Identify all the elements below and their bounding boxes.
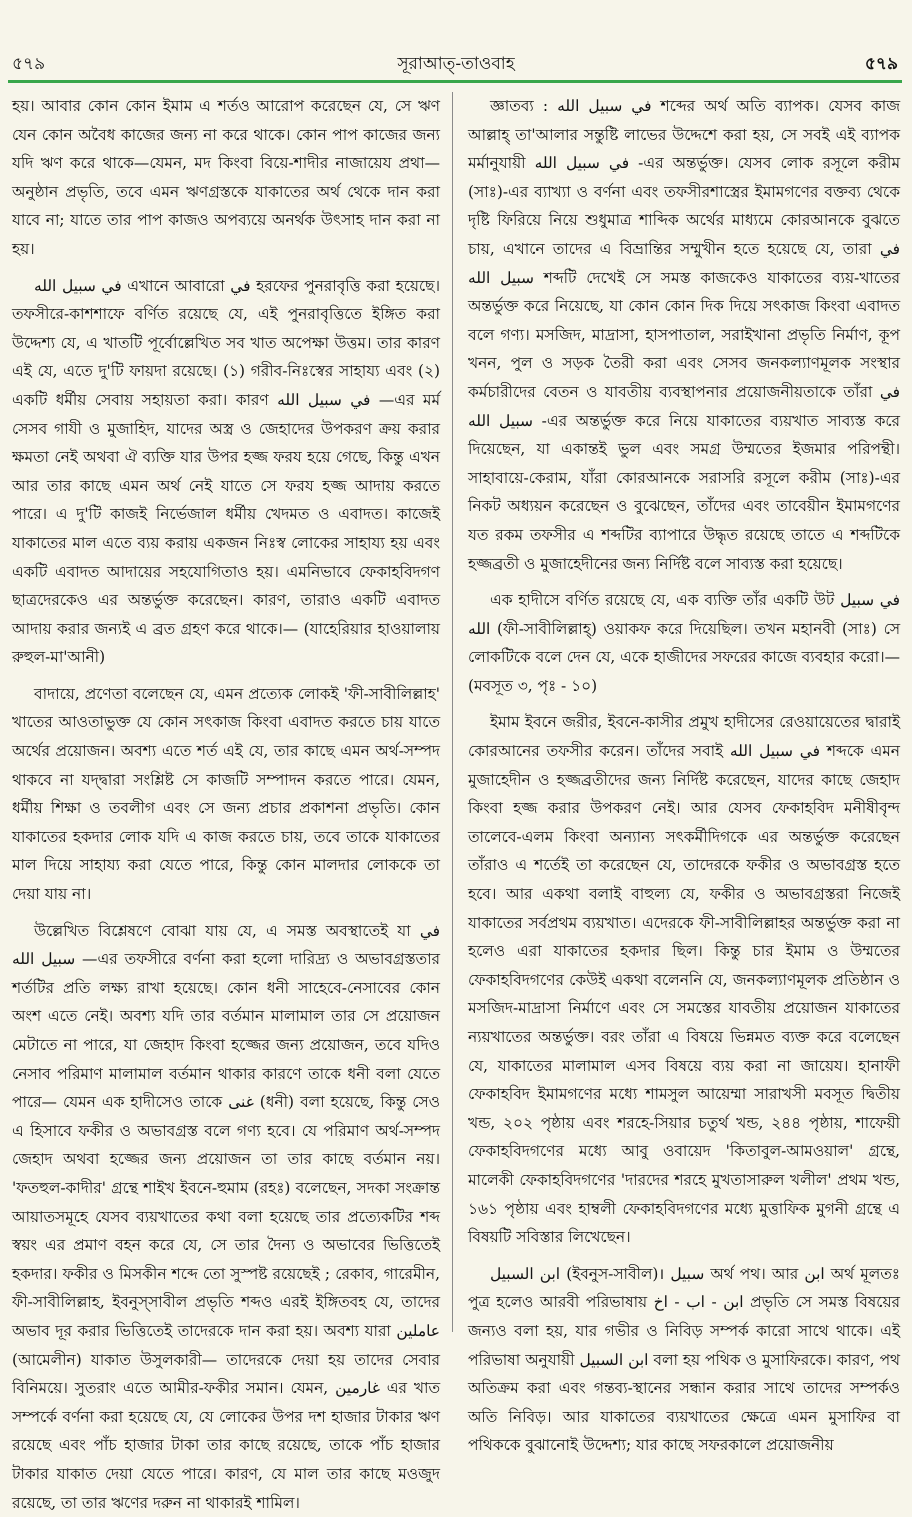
paragraph: বাদায়ে, প্রণেতা বলেছেন যে, এমন প্রত্যেক লোকই 'ফী-সাবীলিল্লাহ' খাতের আওতাভুক্ত যে কোন সৎকাজ কিংবা এবাদত করতে চায় যাতে অর্থের প্রয়োজন। অবশ্য এতে শর্ত এই যে, তার কাছে এমন অর্থ-সম্পদ থাকবে না যদ্দ্বারা সংশ্লিষ্ট সে কাজটি সম্পাদন করতে পারে। যেমন, ধর্মীয় শিক্ষা ও তবলীগ এবং সে জন্য প্রচার প্রকাশনা প্রভৃতি। কোন যাকাতের হকদার লোক যদি এ কাজ করতে চায়, তবে তাকে যাকাতের মাল দিয়ে সাহায্য করা যেতে পারে, কিন্তু কোন মালদার লোককে তা দেয়া যায় না। xyxy=(12,684,440,904)
paragraph: উল্লেখিত বিশ্লেষণে বোঝা যায় যে, এ সমস্ত অবস্থাতেই যা في سبيل الله —এর তফসীরে বর্ণনা করা হলো দারিদ্র্য ও অভাবগ্রস্ততার শর্তটির প্রতি লক্ষ্য রাখা হয়েছে। কোন ধনী সাহেবে-নেসাবের কোন অংশ এতে নেই। অবশ্য যদি তার বর্তমান মালামাল তার সে প্রয়োজন মেটাতে না পারে, যা জেহাদ কিংবা হজ্জের জন্য প্রয়োজন, তবে যদিও নেসাব পরিমাণ মালামাল বর্তমান থাকার কারণে তাকে ধনী বলা যেতে পারে— যেমন এক হাদীসেও তাকে غنى (ধনী) বলা হয়েছে, কিন্তু সেও এ হিসাবে ফকীর ও অভাবগ্রস্ত বলে গণ্য হবে। যে পরিমাণ অর্থ-সম্পদ জেহাদ অথবা হজ্জের জন্য প্রয়োজন তা তার কাছে বর্তমান নয়। 'ফতহুল-কাদীর' গ্রন্থে শাইখ ইবনে-হুমাম (রহঃ) বলেছেন, সদকা সংক্রান্ত আয়াতসমূহে যেসব ব্যয়খাতের কথা বলা হয়েছে তার প্রত্যেকটির শব্দ স্বয়ং এর প্রমাণ বহন করে যে, সে তার দৈন্য ও অভাবের ভিত্তিতেই হকদার। ফকীর ও মিসকীন শব্দে তো সুস্পষ্ট রয়েছেই ; রেকাব, গারেমীন, ফী-সাবীলিল্লাহ, ইবনুস্সাবীল প্রভৃতি শব্দও এরই ইঙ্গিতবহ যে, তাদের অভাব দূর করার ভিত্তিতেই তাদেরকে দান করা হয়। অবশ্য যারা عاملين (আমেলীন) যাকাত উসুলকারী— তাদেরকে দেয়া হয় তাদের সেবার বিনিময়ে। সুতরাং এতে আমীর-ফকীর সমান। যেমন, غارمين এর খাত সম্পর্কে বর্ণনা করা হয়েছে যে, যে লোকের উপর দশ হাজার টাকার ঋণ রয়েছে এবং পাঁচ হাজার টাকা তার কাছে রয়েছে, তাকে পাঁচ হাজার টাকার যাকাত দেয়া যেতে পারে। কারণ, যে মাল তার কাছে মওজুদ রয়েছে, তা তার ঋণের দরুন না থাকারই শামিল। xyxy=(12,921,440,1512)
paragraph: হয়। আবার কোন কোন ইমাম এ শর্তও আরোপ করেছেন যে, সে ঋণ যেন কোন অবৈধ কাজের জন্য না করে থাকে। কোন পাপ কাজের জন্য যদি ঋণ করে থাকে—যেমন, মদ কিংবা বিয়ে-শাদীর নাজায়েয প্রথা—অনুষ্ঠান প্রভৃতি, তবে এমন ঋণগ্রস্তকে যাকাতের অর্থ থেকে দান করা যাবে না; যাতে তার পাপ কাজও অপব্যয়ে অনর্থক উৎসাহ দান করা না হয়। xyxy=(12,97,440,258)
page-number-left: ৫৭৯ xyxy=(12,54,46,74)
paragraph: ابن السبيل (ইবনুস-সাবীল)। سبيل অর্থ পথ। আর ابن অর্থ মূলতঃ পুত্র হলেও আরবী পরিভাষায় ابن - اب - اخ প্রভৃতি সে সমস্ত বিষয়ের জন্যও বলা হয়, যার গভীর ও নিবিড় সম্পর্ক কারো সাথে থাকে। এই পরিভাষা অনুযায়ী ابن السبيل বলা হয় পথিক ও মুসাফিরকে। কারণ, পথ অতিক্রম করা এবং গন্তব্য-স্থানের সন্ধান করার সাথে তাদের সম্পর্কও অতি নিবিড়। আর যাকাতের ব্যয়খাতের ক্ষেত্রে এমন মুসাফির বা পথিককে বুঝানোই উদ্দেশ্য; যার কাছে সফরকালে প্রয়োজনীয় xyxy=(468,1264,901,1455)
page-number-right: ৫৭৯ xyxy=(864,54,898,74)
left-column xyxy=(12,92,441,1512)
paragraph: في سبيل الله এখানে আবারো في হরফের পুনরাবৃত্তি করা হয়েছে। তফসীরে-কাশশাফে বর্ণিত রয়েছে যে, এই পুনরাবৃত্তিতে ইঙ্গিত করা উদ্দেশ্য যে, এ খাতটি পূর্বোল্লেখিত সব খাত অপেক্ষা উত্তম। তার কারণ এই যে, এতে দু'টি ফায়দা রয়েছে। (১) গরীব-নিঃস্বের সাহায্য এবং (২) একটি ধর্মীয় সেবায় সহায়তা করা। কারণ في سبيل الله —এর মর্ম সেসব গাযী ও মুজাহিদ, যাদের অস্ত্র ও জেহাদের উপকরণ ক্রয় করার ক্ষমতা নেই অথবা ঐ ব্যক্তি যার উপর হজ্জ ফরয হয়ে গেছে, কিন্তু এখন আর তার কাছে এমন অর্থ নেই যাতে সে ফরয হজ্জ আদায় করতে পারে। এ দু'টি কাজই নির্ভেজাল ধর্মীয় খেদমত ও এবাদত। কাজেই যাকাতের মাল এতে ব্যয় করায় একজন নিঃস্ব লোকের সাহায্য হয় এবং একটি এবাদত আদায়ের সহযোগিতাও হয়। এমনিভাবে ফেকাহবিদগণ ছাত্রদেরকেও এর অন্তর্ভুক্ত করেছেন। কারণ, তারাও একটি এবাদত আদায় করার জন্যই এ ব্রত গ্রহণ করে থাকে।— (যাহেরিয়ার হাওয়ালায় রুহুল-মা'আনী) xyxy=(12,276,441,667)
header-rule xyxy=(8,80,902,83)
paragraph: ইমাম ইবনে জরীর, ইবনে-কাসীর প্রমুখ হাদীসের রেওয়ায়েতের দ্বারাই কোরআনের তফসীর করেন। তাঁদের সবাই في سبيل الله শব্দকে এমন মুজাহেদীন ও হজ্জব্রতীদের জন্য নির্দিষ্ট করেছেন, যাদের কাছে জেহাদ কিংবা হজ্জ করার উপকরণ নেই। আর যেসব ফেকাহবিদ মনীষীবৃন্দ তালেবে-এলম কিংবা অন্যান্য সৎকর্মীদিগকে এর অন্তর্ভুক্ত করেছেন তাঁরাও এ শর্তেই তা করেছেন যে, তাদেরকে ফকীর ও অভাবগ্রস্ত হতে হবে। আর একথা বলাই বাহুল্য যে, ফকীর ও অভাবগ্রস্তরা নিজেই যাকাতের সর্বপ্রথম ব্যয়খাত। এদেরকে ফী-সাবীলিল্লাহর অন্তর্ভুক্ত করা না হলেও এরা যাকাতের হকদার ছিল। কিন্তু চার ইমাম ও উম্মতের ফেকাহবিদগণের কেউই একথা বলেননি যে, জনকল্যাণমূলক প্রতিষ্ঠান ও মসজিদ-মাদ্রাসা নির্মাণে এবং সে সমস্তের যাবতীয় প্রয়োজন যাকাতের ন্যয়খাতের অন্তর্ভুক্ত। বরং তাঁরা এ বিষয়ে ভিন্নমত ব্যক্ত করে বলেছেন যে, যাকাতের মালামাল এসব বিষয়ে ব্যয় করা না জায়েয। হানাফী ফেকাহবিদ ইমামগণের মধ্যে শামসুল আয়েম্মা সারাখসী মবসূত দ্বিতীয় খন্ড, ২০২ পৃষ্ঠায় এবং শরহে-সিয়ার চতুর্থ খন্ড, ২৪৪ পৃষ্ঠায়, শাফেয়ী ফেকাহবিদগণের মধ্যে আবু ওবায়েদ 'কিতাবুল-আমওয়াল' গ্রন্থে, মালেকী ফেকাহবিদগণের 'দারদের শরহে মুখতাসারুল খলীল' প্রথম খন্ড, ১৬১ পৃষ্ঠায় এবং হাম্বলী ফেকাহবিদগণের মধ্যে মুত্তাফিক মুগনী গ্রন্থে এ বিষয়টি সবিস্তার লিখেছেন। xyxy=(468,713,900,1247)
paragraph: এক হাদীসে বর্ণিত রয়েছে যে, এক ব্যক্তি তাঁর একটি উট في سبيل الله (ফী-সাবীলিল্লাহ্‌) ওয়াকফ করে দিয়েছিল। তখন মহানবী (সাঃ) সে লোকটিকে বলে দেন যে, একে হাজীদের সফরের কাজে ব্যবহার করো।—(মবসূত ৩, পৃঃ - ১০) xyxy=(468,591,900,695)
running-title: সূরাআত্‌-তাওবাহ xyxy=(397,54,515,74)
paragraph: জ্ঞাতব্য : في سبيل الله শব্দের অর্থ অতি ব্যাপক। যেসব কাজ আল্লাহ্‌ তা'আলার সন্তুষ্টি লাভের উদ্দেশে করা হয়, সে সবই এই ব্যাপক মর্মানুযায়ী في سبيل الله -এর অন্তর্ভুক্ত। যেসব লোক রসূলে করীম (সাঃ)-এর ব্যাখ্যা ও বর্ণনা এবং তফসীরশাস্ত্রের ইমামগণের বক্তব্য থেকে দৃষ্টি ফিরিয়ে নিয়ে শুধুমাত্র শাব্দিক অর্থের মাধ্যমে কোরআনকে বুঝতে চায়, এখানে তাদের এ বিভ্রান্তির সম্মুখীন হতে হয়েছে যে, তারা في سبيل الله শব্দটি দেখেই সে সমস্ত কাজকেও যাকাতের ব্যয়-খাতের অন্তর্ভুক্ত করে নিয়েছে, যা কোন কোন দিক দিয়ে সৎকাজ কিংবা এবাদত বলে গণ্য। মসজিদ, মাদ্রাসা, হাসপাতাল, সরাইখানা প্রভৃতি নির্মাণ, কূপ খনন, পুল ও সড়ক তৈরী করা এবং সেসব জনকল্যাণমূলক সংস্থার কর্মচারীদের বেতন ও যাবতীয় ব্যবস্থাপনার প্রয়োজনীয়তাকে তাঁরা في سبيل الله -এর অন্তর্ভুক্ত করে নিয়ে যাকাতের ব্যয়খাত সাব্যস্ত করে দিয়েছেন, যা একান্তই ভুল এবং সমগ্র উম্মতের ইজমার পরিপন্থী। সাহাবায়ে-কেরাম, যাঁরা কোরআনকে সরাসরি রসূলে করীম (সাঃ)-এর নিকট অধ্যয়ন করেছেন ও বুঝেছেন, তাঁদের এবং তাবেয়ীন ইমামগণের যত রকম তফসীর এ শব্দটির ব্যাপারে উদ্ধৃত রয়েছে তাতে এ শব্দটিকে হজ্জব্রতী ও মুজাহেদীনের জন্য নির্দিষ্ট বলে সাব্যস্ত করা হয়েছে। xyxy=(468,97,900,573)
right-column xyxy=(468,92,901,1455)
column-divider xyxy=(452,92,453,1332)
